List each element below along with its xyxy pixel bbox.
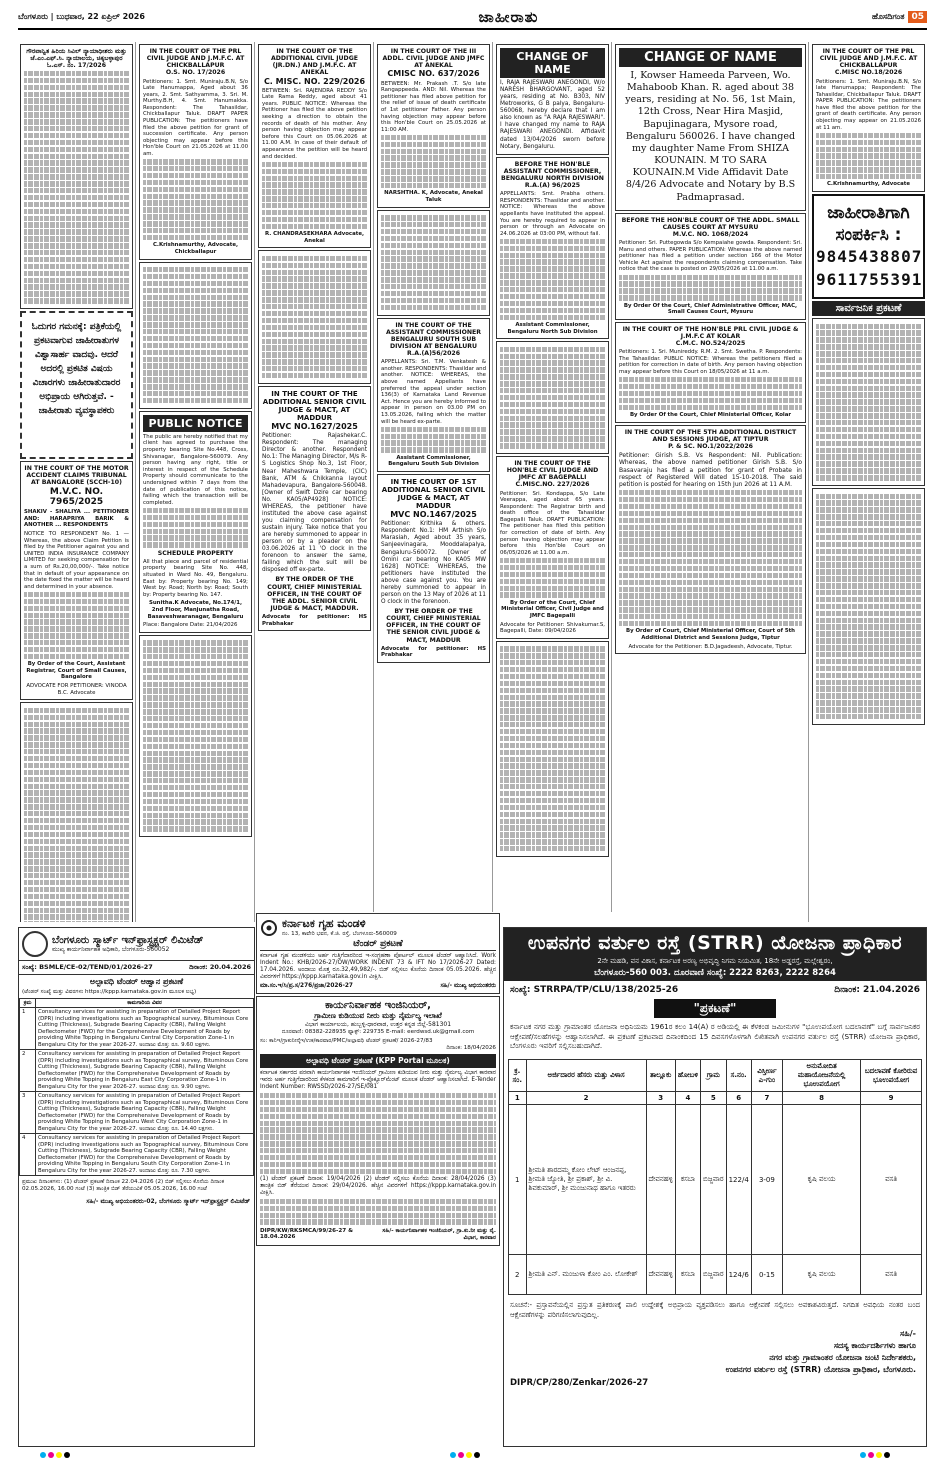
notice-advocate: Advocate for Petitioner: Shivakumar.S, Bagepalli, Date: 09/04/2026 [500, 621, 605, 635]
notice-ref: O.S. NO. 17/2026 [165, 69, 226, 77]
strr-table [508, 1059, 922, 1295]
notice-heading: IN THE COURT OF THE PRL CIVIL JUDGE AND J.M.F.C. AT CHICKBALLAPUR [819, 48, 918, 70]
notice-body: Petitioner: Krithika & others. Respondent No.1: HM Arthish S/o Marasiah, Aged about 35 years, Sanjeevinagara, Mooddalapalya, Bengaluru-560072. [Owner of Omini car bearing No KA05 MW 1628] NOTICE: WHEREAS, the petitioners have instituted the above case against you. You are hereby summoned to appear in person on the 13 May of 2026 at 11 O clock in the forenoon. [381, 521, 486, 605]
rwssd-sub: ಗ್ರಾಮೀಣ ಕುಡಿಯುವ ನೀರು ಮತ್ತು ನೈರ್ಮಲ್ಯ ಇಲಾಖೆ [314, 1011, 442, 1021]
strr-col-number: 9 [861, 1092, 922, 1105]
notice-ref: P. & SC. NO.1/2022/2026 [668, 442, 753, 450]
section-title: ಜಾಹೀರಾತು [478, 8, 539, 26]
notice-heading: IN THE COURT OF THE HON'BLE PRL CIVIL JUDGE & J.M.F.C AT KOLAR [622, 325, 799, 340]
row-number: 2 [20, 1050, 36, 1092]
notice-ac-south [377, 318, 490, 472]
bsl-org: ಬೆಂಗಳೂರು ಸ್ಮಾರ್ಟ್ ಇನ್‌ಫ್ರಾಸ್ಟ್ರಕ್ಚರ್ ಲಿಮಿಟೆಡ್ [52, 934, 204, 946]
column-6 [613, 42, 809, 922]
strr-cell-taluk: ದೇವನಹಳ್ಳಿ [646, 1255, 675, 1295]
color-registration-left [40, 1452, 70, 1458]
rwssd-body: ಕರ್ನಾಟಕ ಸರ್ಕಾರದ ಪರವಾಗಿ ಕಾರ್ಯನಿರ್ವಾಹಕ ಇಂಜಿನಿಯರ್ ಗ್ರಾಮೀಣ ಕುಡಿಯುವ ನೀರು ಮತ್ತು ನೈರ್ಮಲ್ಯ ವಿಭಾಗ ಕಾರವಾರ ಇವರು ಅರ್ಹ ಗುತ್ತಿಗೆದಾರರಿಂದ ಕೆಳಕಂಡ ಕಾಮಗಾರಿಗೆ ಇ-ಪ್ರೊಕ್ಯೂರ್‌ಮೆಂಟ್ ಮೂಲಕ ಟೆಂಡರ್ ಆಹ್ವಾನಿಸಲಾಗಿದೆ. E-Tender Indent Number: RWSSD/2026-27/SE/081 [260, 1070, 496, 1091]
change-of-name-body: I, Kowser Hameeda Parveen, Wo. Mahaboob Khan. R. aged about 38 years, residing at No. 56, 1st Main, 12th Cross, Near Hira Masjid, Bapujinagara, Mysore road, Bengaluru 560026. I have changed my daughter Name From SHIZA KOUNAIN. M TO SARA KOUNAIN.M Vide Affidavit Date 8/4/26 Advocate and Notary by B.S Padmaprasad. [625, 70, 796, 203]
notice-chickballapur [139, 44, 252, 260]
strr-cell-village: ಬಿಜ್ಜವಾರ [701, 1105, 727, 1255]
strr-title: ಉಪನಗರ ವರ್ತುಲ ರಸ್ತೆ (STRR) ಯೋಜನಾ ಪ್ರಾಧಿಕಾರ [527, 932, 903, 954]
notice-kannada-5 [496, 341, 609, 454]
notice-body: APPELLANTS: Sri. T.M. Venkatesh & another. RESPONDENTS: Thasildar and another. NOTICE: WHEREAS, the above named Appellants have preferred the appeal under section 136(3) of Karnataka Land Revenue Act. Hence you are hereby informed to appear in person on 03.00 PM on 13.05.2026, failing which the matter will be heard ex-parte. [381, 359, 486, 425]
notice-sign: BY THE ORDER OF THE COURT, CHIEF MINISTERIAL OFFICER, IN THE COURT OF THE ADDL. SENIOR CIVIL JUDGE & MACT, MADDUR. [267, 576, 362, 612]
notice-sign: C.Krishnamurthy, Advocate [826, 181, 911, 188]
bsl-sign: ಸಹಿ/- ಮುಖ್ಯ ಅಭಿಯಂತರರು-02, ಬೆಂಗಳೂರು ಸ್ಮಾರ್ಟ್ ಇನ್‌ಫ್ರಾಸ್ಟ್ರಕ್ಚರ್ ಲಿಮಿಟೆಡ್ [86, 1198, 250, 1206]
table-row [509, 1255, 922, 1295]
strr-cell-proposed: ವಸತಿ [861, 1105, 922, 1255]
strr-cell-current: ಕೃಷಿ ವಲಯ [783, 1255, 861, 1295]
strr-col-number: 8 [783, 1092, 861, 1105]
notice-parties: SHAKIV - SHALIYA ... PETITIONER AND: HARAPRIYA BARIK & ANOTHER ... RESPONDENTS [24, 509, 129, 529]
notice-kannada-1 [139, 262, 252, 409]
contact-phone-2[interactable]: 9611755391 [816, 269, 923, 289]
notice-heading: IN THE COURT OF THE III ADDL. CIVIL JUDGE AND JMFC AT ANEKAL [382, 48, 485, 70]
notice-sign: Assistant Commissioner, Bengaluru South Sub Division [388, 454, 479, 468]
bsl-header [19, 928, 254, 961]
notice-body: BETWEEN: Sri. RAJENDRA REDDY S/o Late Rama Reddy, aged about 41 years. PUBLIC NOTICE: Whereas the Petitioner has filed the above petition seeking a direction to obtain the records of death of his mother. Any person having objection may appear before this Court on 05.06.2026 at 11.00 A.M. In case of their default of appearance the petition will be heard and decided. [262, 87, 367, 160]
notice-advocate: Advocate for petitioner: HS Prabhakar [262, 614, 367, 627]
notice-kannada-7 [812, 318, 925, 486]
bsl-works-table [19, 998, 254, 1176]
rwssd-address: ವಿಭಾಗ ಕಾರ್ಯಾಲಯ, ಹುಬ್ಬಳ್ಳಿ-ಧಾರವಾಡ, ಉತ್ತರ ಕನ್ನಡ ಜಿಲ್ಲೆ-581301 [304, 1021, 452, 1029]
notice-body: NOTICE TO RESPONDENT No. 1 — Whereas, the above Claim Petition is filed by the Petitioner against you and UNITED INDIA INSURANCE COMPANY LIMITED for seeking compensation for a sum of Rs.20,00,000/-. Take notice that in default of your appearance on the date fixed the matter will be heard and determined in your absence. [24, 531, 129, 590]
strr-intro: ಕರ್ನಾಟಕ ನಗರ ಮತ್ತು ಗ್ರಾಮಾಂತರ ಯೋಜನಾ ಅಧಿನಿಯಮ 1961ರ ಕಲಂ 14(A) ರ ಅಡಿಯಲ್ಲಿ ಈ ಕೆಳಕಂಡ ಜಮೀನುಗಳ "ಭೂಉಪಯೋಗ ಬದಲಾವಣೆ" ಬಗ್ಗೆ ಸಾರ್ವಜನಿಕರ ಆಕ್ಷೇಪಣೆ/ಸಲಹೆಗಳನ್ನು ಆಹ್ವಾನಿಸಲಾಗಿದೆ. ಈ ಪ್ರಕಟಣೆ ಪ್ರಕಟವಾದ ದಿನಾಂಕದಿಂದ 15 ದಿವಸಗಳೊಳಗಾಗಿ ಲಿಖಿತವಾಗಿ ಉಪನಗರ ವರ್ತುಲ ರಸ್ತೆ (STRR) ಯೋಜನಾ ಪ್ರಾಧಿಕಾರ, ಬೆಂಗಳೂರು ಇವರಿಗೆ ಸಲ್ಲಿಸಬಹುದಾಗಿದೆ. [510, 1022, 920, 1051]
strr-cell-no: 1 [509, 1105, 527, 1255]
contact-phone-1[interactable]: 9845438807 [816, 247, 923, 267]
public-announcement-bar: ಸಾರ್ವಜನಿಕ ಪ್ರಕಟಣೆ [812, 301, 925, 316]
schedule-body: All that piece and parcel of residential property bearing Site No. 448, situated in Ward No. 49, Bengaluru. East by: Property bearing No. 149; West by: Road; North by: Road; South by: Property bearing No. 147. [143, 558, 248, 598]
strr-col-header: ಬದಲಾವಣೆ ಕೋರಿರುವ ಭೂಉಪಯೋಗ [861, 1060, 922, 1092]
contact-title: ಜಾಹೀರಾತಿಗಾಗಿ ಸಂಪರ್ಕಿಸಿ : [827, 203, 910, 246]
strr-col-number: 1 [509, 1092, 527, 1105]
notice-mysuru [615, 213, 806, 320]
notice-maddur-1467 [377, 474, 490, 663]
strr-cell-name: ಶ್ರೀಮತಿ ಶಾರದಮ್ಮ ಕೋಂ ಲೇಟ್ ಆಂಜನಪ್ಪ, ಶ್ರೀಮತಿ ಜ್ಯೋತಿ, ಶ್ರೀ ಪ್ರಕಾಶ್, ಶ್ರೀ ವಿ. ಶಿವಕುಮಾರ್, ಶ್ರೀ ಮಂಜುನಾಥ ಹಾಗೂ ಇತರರು [526, 1105, 646, 1255]
page-number: 05 [908, 11, 927, 23]
row-work: Consultancy services for assisting in preparation of Detailed Project Report (DPR) including investigations such as Topographical survey, Bituminous Core Cutting (Thickness), Subgrade Bearing Capacity (CBR), Falling Weight Deflectometer (FWD) for the Comprehensive Development of Roads by providing White Topping in Bengaluru West City Corporation Zone-1 in Bengaluru City for the year 2026-27. ಅಂದಾಜು ಮೊತ್ತ: ರೂ. 14.40 ಲಕ್ಷಗಳು. [36, 1092, 254, 1134]
column-4 [375, 42, 493, 912]
row-work: Consultancy services for assisting in preparation of Detailed Project Report (DPR) including investigations such as Topographical survey, Bituminous Core Cutting (Thickness), Subgrade Bearing Capacity (CBR), Falling Weight Deflectometer (FWD) for the Comprehensive Development of Roads by providing White Topping in Bengaluru East City Corporation Zone-1 in Bengaluru City for the year 2026-27. ಅಂದಾಜು ಮೊತ್ತ: ರೂ. 9.90 ಲಕ್ಷಗಳು. [36, 1050, 254, 1092]
rwssd-phone: ದೂರವಾಣಿ: 08382-228935 ಫ್ಯಾಕ್ಸ್: 229735 E-mail: eerdwsd.uk@gmail.com [281, 1029, 475, 1036]
notice-kannada-3 [258, 250, 371, 384]
rwssd-bar: ಅಲ್ಪಾವಧಿ ಟೆಂಡರ್ ಪ್ರಕಟಣೆ (KPP Portal ಮೂಲಕ) [260, 1054, 496, 1068]
change-of-name-2 [615, 44, 806, 211]
khb-title: ಕರ್ನಾಟಕ ಗೃಹ ಮಂಡಳಿ [282, 917, 366, 930]
notice-ref: R.A.(A)56/2026 [406, 350, 461, 358]
brand-name: ಹೊಸದಿಗಂತ [871, 12, 905, 21]
row-number: 3 [20, 1092, 36, 1134]
col-no-header: ಕ್ರಮ [20, 999, 36, 1008]
notice-kannada-4 [377, 210, 490, 316]
notice-ref: M.V.C. NO. 1068/2024 [672, 230, 749, 238]
strr-sign-4: ಉಪನಗರ ವರ್ತುಲ ರಸ್ತೆ (STRR) ಯೋಜನಾ ಪ್ರಾಧಿಕಾರ, ಬೆಂಗಳೂರು. [725, 1365, 916, 1375]
masthead [18, 6, 927, 30]
notice-chickballapur-kn [20, 44, 133, 309]
notice-sign: Assistant Commissioner, Bengaluru North Sub Division [507, 321, 598, 335]
strr-col-header: ತಾಲ್ಲೂಕು [646, 1060, 675, 1092]
notice-sign: By Order Of the Court, Chief Ministerial Officer, Kolar [629, 412, 792, 419]
notice-heading: IN THE COURT OF 1ST ADDITIONAL SENIOR CIVIL JUDGE & MACT, AT MADDUR [381, 477, 486, 511]
strr-col-header: ಅನುಮೋದಿತ ಮಹಾಯೋಜನೆಯಲ್ಲಿ ಭೂಉಪಯೋಗ [783, 1060, 861, 1092]
notice-ac-north [496, 157, 609, 340]
public-notice-title: PUBLIC NOTICE [143, 415, 248, 432]
notice-sign: By Order of the Court, Assistant Registrar, Court of Small Causes, Bangalore [26, 661, 127, 681]
khb-ref: ಮಾ.ಸಂ.ಇ/ಸಿ/ಪ್ರ.ಸ/276/ಪ್ರಜಾ/2026-27 [260, 983, 353, 990]
table-row [20, 1008, 254, 1050]
bsl-date: ದಿನಾಂಕ: 20.04.2026 [189, 963, 251, 971]
middle-tenders [254, 913, 502, 1447]
khb-sign: ಸಹಿ/- ಮುಖ್ಯ ಅಭಿಯಂತರರು [440, 983, 496, 990]
strr-col-header: ಅರ್ಜಿದಾರರ ಹೆಸರು ಮತ್ತು ವಿಳಾಸ [526, 1060, 646, 1092]
dateline: ಬೆಂಗಳೂರು | ಬುಧವಾರ, 22 ಏಪ್ರಿಲ್ 2026 [18, 12, 145, 21]
reader-notice-ad [20, 311, 133, 459]
column-3 [256, 42, 374, 912]
notice-heading: IN THE COURT OF THE HON'BLE CIVIL JUDGE AND JMFC AT BAGEPALLI [506, 460, 599, 482]
notice-body: Petitioners: 1. Smt. Muniraju.B.N, S/o Late Hanumappa, Aged about 36 years, 2. Smt. Sathyamma, 3. Sri. M. Murthy.B.H, 4. Smt. Hanumakka. Respondent: The Tahasildar, Chickballapur Taluk. DRAFT PAPER PUBLICATION: The petitioners have filed the above petition for grant of succession certificate. Any person objecting may appear before this Hon'ble Court on 21.05.2026 at 11.00 am. [143, 78, 248, 158]
bsl-title: ಅಲ್ಪಾವಧಿ ಟೆಂಡರ್ ಆಹ್ವಾನ ಪ್ರಕಟಣೆ [89, 977, 184, 986]
notice-sign: BY THE ORDER OF THE COURT, CHIEF MINISTERIAL OFFICER, IN THE COURT OF THE SENIOR CIVIL JUDGE & MACT, MADDUR [386, 608, 481, 644]
notice-body: BETWEEN: Mr. Prakash .T. S/o late Rangappeeda. AND: Nil. Whereas the petitioner has filed above petition for the relief of issue of death certificate of 1st petitioner Father. Any person having objection may appear before this Hon'ble Court on 25.05.2026 at 11:00 AM. [381, 80, 486, 133]
strr-col-number: 6 [726, 1092, 751, 1105]
khb-address: ನಂ. 13, ಕಾವೇರಿ ಭವನ, ಕೆ.ಜಿ. ರಸ್ತೆ, ಬೆಂಗಳೂರು-560009 [282, 931, 397, 937]
notice-ref: R.A.(A) 96/2025 [524, 182, 581, 189]
notice-ref: CMISC NO. 637/2026 [387, 69, 480, 79]
strr-cell-hobli: ಕಸಬಾ [675, 1105, 700, 1255]
notice-body: Petitioner: Girish S.B. Vs Respondent: Nil. Publication: Whereas, the above named petitioner Girish S.B. S/o Basavaraju has filed a petition for grant of Probate in respect of Registered Will dated 15-10-2018. The said petition is posted for hearing on 15th Jun 2026 at 11 A.M. [619, 451, 802, 489]
strr-col-number: 5 [701, 1092, 727, 1105]
table-row [20, 1134, 254, 1176]
notice-kannada-2 [139, 635, 252, 837]
khb-sub: ಟೆಂಡರ್ ಪ್ರಕಟಣೆ [260, 938, 496, 951]
strr-sign-2: ಸದಸ್ಯ ಕಾರ್ಯದರ್ಶಿಗಳು ಹಾಗೂ [833, 1341, 916, 1351]
strr-sign-3: ನಗರ ಮತ್ತು ಗ್ರಾಮಾಂತರ ಯೋಜನಾ ಜಂಟಿ ನಿರ್ದೇಶಕರು, [769, 1353, 916, 1363]
strr-cell-name: ಶ್ರೀಮತಿ ಎನ್. ಮಂಜುಳಾ ಕೋಂ ಎಂ. ಲೋಕೇಶ್ [526, 1255, 646, 1295]
strr-cell-proposed: ವಸತಿ [861, 1255, 922, 1295]
advertise-contact-box [812, 194, 925, 299]
rwssd-tender [256, 996, 500, 1246]
notice-heading: ಗೌರವಾನ್ವಿತ ಹಿರಿಯ ಸಿವಿಲ್ ನ್ಯಾಯಾಧೀಶರು ಮತ್ತು ಜೆ.ಎಂ.ಎಫ್.ಸಿ. ನ್ಯಾಯಾಲಯ, ಚಿಕ್ಕಬಳ್ಳಾಪುರ [26, 48, 127, 63]
notice-chickballapur-2 [812, 44, 925, 192]
table-row [20, 1092, 254, 1134]
change-of-name-title: CHANGE OF NAME [500, 48, 605, 78]
notice-heading: BEFORE THE HON'BLE COURT OF THE ADDL. SMALL CAUSES COURT AT MYSURU [621, 216, 800, 231]
strr-cell-taluk: ದೇವನಹಳ್ಳಿ [646, 1105, 675, 1255]
notice-body: Petitioner: Sri. Puttegowda S/o Kempaiahe gowda. Respondent: Sri. Manu and others. PAPER PUBLICATION: Whereas the above named petitioner has filed a petition under section 166 of the Motor Vehicle Act against the respondents claiming compensation. Take notice that the case is posted on 29/05/2026 at 11.00 a.m. [619, 240, 802, 273]
bsl-footer: ಪ್ರಮುಖ ದಿನಾಂಕಗಳು: (1) ಟೆಂಡರ್ ಪ್ರಕಟಣೆ ದಿನಾಂಕ 22.04.2026 (2) ಬಿಡ್ ಸಲ್ಲಿಸಲು ಕೊನೆಯ ದಿನಾಂಕ 02.05.2026, 16.00 ಗಂಟೆ (3) ತಾಂತ್ರಿಕ ಬಿಡ್ ತೆರೆಯುವಿಕೆ 05.05.2026, 16.00 ಗಂಟೆ [22, 1179, 225, 1193]
bsl-ref: ಸಂಖ್ಯೆ: BSMLE/CE-02/TEND/01/2026-27 [22, 963, 153, 971]
notice-sign: R. CHANDRASEKHARA Advocate, Anekal [264, 231, 365, 244]
strr-cell-area: 3-09 [751, 1105, 782, 1255]
public-notice-body: The public are hereby notified that my client has agreed to purchase the property bearing Site No.448, Cross, Shivanagar, Bangalore-560079. Any person having any right, title or interest in respect of the Schedule Property should communicate to the undersigned within 7 days from the date of publication of this notice, failing which the transaction will be completed. [143, 433, 248, 506]
bsl-intro: (ಟೆಂಡರ್ ಸಂಖ್ಯೆ ಮತ್ತು ವಿವರಗಳು https://kppp.karnataka.gov.in ಮೂಲಕ ಲಭ್ಯ) [22, 989, 197, 995]
notice-advocate: Advocate for the Petitioner: B.D.Jagadeesh, Advocate, Tiptur. [628, 643, 793, 650]
notice-heading: IN THE COURT OF THE 5TH ADDITIONAL DISTRICT AND SESSIONS JUDGE, AT TIPTUR [624, 428, 797, 443]
table-row [20, 1050, 254, 1092]
rwssd-sign: ಸಹಿ/- ಕಾರ್ಯನಿರ್ವಾಹಕ ಇಂಜಿನಿಯರ್, ಗ್ರಾ.ಕು.ನೀ ಮತ್ತು ನೈ. ವಿಭಾಗ, ಕಾರವಾರ [382, 1227, 496, 1241]
notice-ref: M.V.C. NO. 7965/2025 [49, 486, 104, 507]
notice-body: Petitioner: Sri. Kondappa, S/o Late Veerappa, aged about 65 years. Respondent: The Registrar birth and death office of the Tahasildar Bagepalli Taluk. DRAFT PUBLICATION: The petitioner has filed this petition for correction of date of birth. Any person having objection may appear before this Hon'ble Court on 06/05/2026 at 11.00 a.m. [500, 490, 605, 556]
notice-maddur-1627 [258, 386, 371, 631]
notice-body: Petitioners: 1. Sri. Munireddy. R.M. 2. Smt. Swetha. P. Respondents: The Tahasildar. PUBLIC NOTICE: Whereas the petitioners filed a petition for correction in date of birth. Any person having objection may appear before this Court on 18/05/2026 at 11 a.m. [619, 349, 802, 375]
notice-kannada-block [20, 702, 133, 922]
notice-heading: IN THE COURT OF THE ADDITIONAL SENIOR CIVIL JUDGE & MACT, AT MADDUR [262, 389, 367, 422]
strr-col-header: ವಿಸ್ತೀರ್ಣ ಎ-ಗುಂ [751, 1060, 782, 1092]
notice-sign: By Order of Court, Chief Ministerial Officer, Court of 5th Additional District and Sessions Judge, Tiptur [625, 628, 796, 641]
strr-cell-sno: 122/4 [726, 1105, 751, 1255]
row-work: Consultancy services for assisting in preparation of Detailed Project Report (DPR) including investigations such as Topographical survey, Bituminous Core Cutting (Thickness), Subgrade Bearing Capacity (CBR), Falling Weight Deflectometer (FWD) for the Comprehensive Development of Roads by providing White Topping in Bengaluru South City Corporation Zone-1 in Bengaluru City for the year 2026-27. ಅಂದಾಜು ಮೊತ್ತ: ರೂ. 7.30 ಲಕ್ಷಗಳು. [36, 1134, 254, 1176]
rwssd-ref: ಸಂ: ಕಾನಿಇ/ಗ್ರಾಕುನೀನೈಇ/ಉಕ/ಕಾರವಾರ/PMC/ಅಲ್ಪಾವಧಿ ಟೆಂಡರ್ ಪ್ರಕಟಣೆ/ 2026-27/83 [260, 1038, 433, 1045]
column-2 [137, 42, 255, 922]
notice-kannada-8 [812, 488, 925, 725]
notice-mact-bangalore [20, 461, 133, 700]
change-of-name-title: CHANGE OF NAME [619, 48, 802, 67]
notice-ref: C.MISC NO.18/2026 [834, 69, 903, 77]
strr-note: ಸೂಚನೆ:- ಪ್ರಸ್ತಾವನೆಯಲ್ಲಿನ ಪ್ರಸ್ತುತ ಪ್ರತಿಕರಣಕ್ಕೆ ಪಾಲಿ ಉದ್ದೇಶಕ್ಕೆ ಅಭಿಪ್ರಾಯ ವ್ಯಕ್ತಪಡಿಸಲು ಹಾಗೂ ಆಕ್ಷೇಪಣೆ ಸಲ್ಲಿಸಲು ಅವಕಾಶವಿರುತ್ತದೆ. ನಿಗದಿತ ಅವಧಿಯ ನಂತರ ಬಂದ ಆಕ್ಷೇಪಣೆಗಳನ್ನು ಪರಿಗಣಿಸಲಾಗುವುದಿಲ್ಲ. [510, 1301, 920, 1319]
strr-phone: ಬೆಂಗಳೂರು-560 003. ದೂರವಾಣಿ ಸಂಖ್ಯೆ: 2222 8263, 2222 8264 [594, 968, 836, 978]
notice-anekal-2 [377, 44, 490, 208]
change-of-name-body: I, RAJA RAJESWARI ANEGONDI, W/o NARESH BHARGOVANT, aged 52 years, residing at No. B303, NIV Metroworks, G B palya, Bengaluru-560068, hereby declare that I am also known as "A RAJA RAJESWARI". I have changed my name to RAJA RAJESWARI ANEGONDI. Affidavit dated 13/04/2026 sworn before Notary, Bengaluru. [500, 80, 605, 150]
strr-cell-sno: 124/6 [726, 1255, 751, 1295]
notice-tiptur [615, 425, 806, 655]
strr-notice [503, 927, 927, 1447]
strr-col-number: 3 [646, 1092, 675, 1105]
strr-col-header: ಹೋಬಳಿ [675, 1060, 700, 1092]
notice-kolar [615, 322, 806, 423]
strr-label: "ಪ್ರಕಟಣೆ" [654, 999, 776, 1018]
color-registration-right [860, 1452, 890, 1458]
notice-ref: C. MISC. NO. 229/2026 [263, 76, 366, 86]
schedule-sign: Sunitha.K Advocate, No.174/1, 2nd Floor, Manjunatha Road, Basaveshwaranagar, Bengaluru [147, 600, 244, 620]
public-notice [139, 411, 252, 633]
notice-heading: BEFORE THE HON'BLE ASSISTANT COMMISSIONER, BENGALURU NORTH DIVISION [501, 160, 604, 182]
strr-col-number: 4 [675, 1092, 700, 1105]
notice-heading: IN THE COURT OF THE PRL CIVIL JUDGE AND J.M.F.C. AT CHICKBALLAPUR [146, 48, 245, 70]
reader-notice-text: ಓದುಗರ ಗಮನಕ್ಕೆ: ಪತ್ರಿಕೆಯಲ್ಲಿ ಪ್ರಕಟವಾಗುವ ಜಾಹೀರಾತುಗಳ ವಿಶ್ವಾಸಾರ್ಹ ವಾದವು. ಆದರೆ ಅದರಲ್ಲಿ ಪ್ರಕಟಿತ ವಿಷಯ ವಿಚಾರಗಳು ಜಾಹೀರಾತುದಾರರ ಅಭಿಪ್ರಾಯ ಆಗಿರುತ್ತವೆ. - ಜಾಹೀರಾತು ವ್ಯವಸ್ಥಾಪಕರು [31, 322, 122, 416]
notice-heading: IN THE COURT OF THE ADDITIONAL CIVIL JUDGE (JR.DN.) AND J.M.F.C. AT ANEKAL [270, 48, 358, 77]
row-number: 4 [20, 1134, 36, 1176]
strr-cell-no: 2 [509, 1255, 527, 1295]
strr-col-header: ಗ್ರಾಮ [701, 1060, 727, 1092]
notice-ref: MVC NO.1627/2025 [271, 422, 358, 432]
strr-code: DIPR/CP/280/Zenkar/2026-27 [510, 1378, 649, 1389]
bsl-tender-notice [18, 927, 255, 1447]
column-5 [494, 42, 612, 912]
rwssd-date: ದಿನಾಂಕ: 18/04/2026 [446, 1045, 496, 1052]
notice-heading: IN THE COURT OF THE ASSISTANT COMMISSIONER BENGALURU SOUTH SUB DIVISION AT BENGALURU [385, 321, 482, 350]
notice-advocate: ADVOCATE FOR PETITIONER: VINODA B.C. Advocate [26, 683, 127, 696]
strr-cell-village: ಬಿಜ್ಜವಾರ [701, 1255, 727, 1295]
row-work: Consultancy services for assisting in preparation of Detailed Project Report (DPR) including investigations such as Topographical survey, Bituminous Core Cutting (Thickness), Subgrade Bearing Capacity (CBR), Falling Weight Deflectometer (FWD) for the Comprehensive Development of Roads by providing White Topping in Bengaluru Central City Corporation Zone-1 in Bengaluru City for the year 2026-27. ಅಂದಾಜು ಮೊತ್ತ: ರೂ. 9.60 ಲಕ್ಷಗಳು. [36, 1008, 254, 1050]
notice-advocate: Advocate for petitioner: HS Prabhakar [381, 645, 486, 659]
schedule-date: Place: Bangalore Date: 21/04/2026 [143, 622, 238, 629]
strr-ref: ಸಂಖ್ಯೆ: STRRPA/TP/CLU/138/2025-26 [510, 985, 679, 995]
notice-kannada-6 [496, 641, 609, 857]
table-row [509, 1105, 922, 1255]
bsl-address: ಮುಖ್ಯ ಕಾರ್ಯನಿರ್ವಾಹಕ ಅಧಿಕಾರಿ, ಬೆಂಗಳೂರು-560052 [52, 945, 170, 953]
notice-sign: NARSHTHA. K, Advocate, Anekal Taluk [384, 190, 483, 204]
strr-col-number: 2 [526, 1092, 646, 1105]
notice-ref: ಓ.ಎಸ್. ನಂ. 17/2026 [46, 62, 107, 70]
notice-sign: By Order of the Court, Chief Ministerial Officer, Civil Judge and JMFC Bagepalli [501, 599, 604, 619]
strr-address: 2ನೇ ಮಹಡಿ, ವನ ವಿಕಾಸ, ಕರ್ನಾಟಕ ಅರಣ್ಯ ಅಭಿವೃದ್ಧಿ ನಿಗಮ ನಿಯಮಿತ, 18ನೇ ಅಡ್ಡರಸ್ತೆ, ಮಲ್ಲೇಶ್ವರಂ, [597, 957, 833, 965]
rwssd-code: DIPR/KW/RKSMCA/99/26-27 & 18.04.2026 [260, 1227, 353, 1240]
strr-col-header: ಸ.ನಂ. [726, 1060, 751, 1092]
strr-col-number: 7 [751, 1092, 782, 1105]
strr-col-header: ಕ್ರ. ಸಂ. [509, 1060, 527, 1092]
strr-date: ದಿನಾಂಕ: 21.04.2026 [834, 985, 920, 995]
notice-sign: C.Krishnamurthy, Advocate, Chickballapur [152, 242, 239, 255]
notice-sign: By Order Of the Court, Chief Administrative Officer, MAC, Small Causes Court, Mysuru [623, 302, 798, 316]
col-work-header: ಕಾಮಗಾರಿಯ ವಿವರ [36, 999, 254, 1008]
strr-cell-current: ಕೃಷಿ ವಲಯ [783, 1105, 861, 1255]
rwssd-dates: (1) ಟೆಂಡರ್ ಪ್ರಕಟಣೆ ದಿನಾಂಕ: 19/04/2026 (2) ಟೆಂಡರ್ ಸಲ್ಲಿಸಲು ಕೊನೆಯ ದಿನಾಂಕ: 28/04/2026 (3) ತಾಂತ್ರಿಕ ಬಿಡ್ ತೆರೆಯುವ ದಿನಾಂಕ: 29/04/2026. ಹೆಚ್ಚಿನ ವಿವರಗಳಿಗೆ https://kppp.karnataka.gov.in ವೀಕ್ಷಿಸಿ. [260, 1176, 496, 1197]
emblem-icon [260, 919, 278, 937]
strr-cell-hobli: ಕಸಬಾ [675, 1255, 700, 1295]
strr-banner [504, 928, 926, 981]
column-1 [18, 42, 136, 922]
color-registration-mid [450, 1452, 480, 1458]
row-number: 1 [20, 1008, 36, 1050]
notice-body: APPELLANTS: Smt. Prabha others. RESPONDENTS: Thasildar and another. NOTICE: Whereas the above appellants have instituted the appeal. You are hereby required to appear in person or through an Advocate on 24.06.2026 at 03:00 PM, without fail. [500, 191, 605, 237]
notice-bagepalli [496, 456, 609, 639]
notice-body: Petitioner: Rajashekar.C. Respondent: The managing Director & another. Respondent No.1: The Managing Director, M/s R-S Logistics Shop No.3, 1st Floor, Near Maheshwara Temple, (CIC) Bank, ATM & Chikkanna layout Mahadevapura, Bangalore-560048. [Owner of Swift Dzire car bearing No. KA05/AP4928] NOTICE: WHEREAS, the petitioner have instituted the above case against you claiming compensation for sustain injury. Take notice that you are hereby summoned to appear in person or by a pleader on the 03.06.2026 at 11 'O clock in the forenoon to answer the same, failing which the suit will be disposed off ex-parte. [262, 433, 367, 574]
khb-tender [256, 913, 500, 994]
rwssd-title: ಕಾರ್ಯನಿರ್ವಾಹಕ ಇಂಜಿನಿಯರ್, [325, 1000, 431, 1012]
notice-heading: IN THE COURT OF THE MOTOR ACCIDENT CLAIMS TRIBUNAL AT BANGALORE (SCCH-10) [24, 465, 129, 487]
brand [872, 11, 927, 23]
change-of-name-1 [496, 44, 609, 155]
bsl-logo-icon [22, 931, 48, 957]
column-7 [810, 42, 927, 922]
strr-cell-area: 0-15 [751, 1255, 782, 1295]
notice-ref: C.M.C. NO.524/2025 [675, 340, 746, 348]
schedule-heading: SCHEDULE PROPERTY [157, 549, 234, 557]
notice-ref: MVC NO.1467/2025 [390, 510, 477, 520]
notice-body: Petitioners: 1. Smt. Muniraju.B.N, S/o late Hanumappa; Respondent: The Tahasildar, Chickballapur Taluk. DRAFT PAPER PUBLICATION: The petitioners have filed the above petition for the grant of death certificate. Any person objecting may appear on 21.05.2026 at 11 am. [816, 78, 921, 131]
notice-anekal-1 [258, 44, 371, 248]
strr-sign-1: ಸಹಿ/- [900, 1329, 916, 1339]
khb-body: ಕರ್ನಾಟಕ ಗೃಹ ಮಂಡಳಿಯು ಅರ್ಹ ಗುತ್ತಿಗೆದಾರರಿಂದ ಇ-ಸಂಗ್ರಹಣಾ ಪೋರ್ಟಲ್ ಮೂಲಕ ಟೆಂಡರ್ ಆಹ್ವಾನಿಸಿದೆ. Work Indent No.: KHB/2026-27/OW/WORK INDENT 73 & IFT No 17/2026-27 Dated: 17.04.2026. ಅಂದಾಜು ಮೊತ್ತ ರೂ.32,49,982/-. ಬಿಡ್ ಸಲ್ಲಿಸಲು ಕೊನೆಯ ದಿನಾಂಕ 05.05.2026. ಹೆಚ್ಚಿನ ವಿವರಗಳಿಗೆ https://kppp.karnataka.gov.in ವೀಕ್ಷಿಸಿ. [260, 953, 496, 981]
notice-ref: C.MISC.NO. 227/2026 [515, 481, 590, 489]
